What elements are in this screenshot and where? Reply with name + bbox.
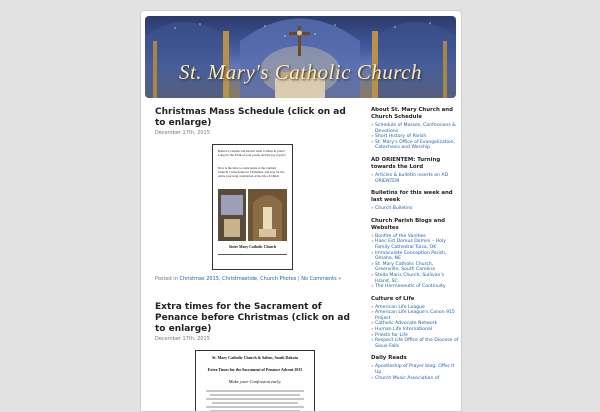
sidebar-link[interactable]: » Priests for Life [371, 333, 459, 339]
widget-title: Bulletins for this week and last week [371, 190, 453, 204]
sidebar-link[interactable]: » Respect Life Office of the Diocese of Sioux Falls [371, 338, 459, 349]
penance-schedule-ad-image[interactable] [195, 350, 315, 412]
post-date: December 17th, 2015 [155, 130, 210, 136]
sidebar-link[interactable]: » Short History of Parish [371, 134, 459, 140]
widget-about [371, 107, 459, 151]
sidebar-link[interactable]: » Schedule of Masses, Confessions & Devotions [371, 123, 459, 134]
sidebar-link[interactable]: » The Hermeneutic of Continuity [371, 284, 459, 290]
ad-subheading: Extra Times for the Sacrament of Penance Advent 2015 [207, 367, 303, 372]
widget-culture-of-life [371, 296, 459, 350]
widget-title: Daily Reads [371, 355, 407, 362]
ad-tagline: Make your Confession early. [228, 379, 282, 384]
ad-intro-text-a: Raised a Catholic but haven't been to Mass in years? Long for the Faith of your youth, and the joy it gave? [218, 149, 286, 157]
ad-altar-photos [218, 189, 287, 241]
post [155, 302, 353, 412]
comments-link[interactable]: No Comments » [301, 276, 342, 282]
sidebar-link[interactable]: » American Life League's Canon 915 Project [371, 310, 459, 321]
sidebar-link[interactable]: » American Life League [371, 305, 459, 311]
ad-church-name: Sister Mary Catholic Church [228, 245, 277, 249]
sidebar-link[interactable]: » Church Music Association of [371, 376, 459, 382]
sidebar-link[interactable]: » Church Bulletins [371, 206, 459, 212]
sidebar-link[interactable]: » Stella Maris Church, Sullivan's Island, SC [371, 273, 459, 284]
category-link-christmas-2015[interactable]: Christmas 2015 [179, 276, 219, 282]
ad-schedule-lines [206, 388, 304, 412]
mass-schedule-ad-image[interactable] [212, 144, 293, 270]
sidebar-link[interactable]: » St. Mary Catholic Church, Greenville, South Carolina [371, 262, 459, 273]
widget-title: Culture of Life [371, 295, 415, 302]
widget-blogs [371, 218, 459, 290]
widget-daily-reads [371, 355, 459, 381]
ad-heading: St. Mary Catholic Church & Salem, South Dakota [212, 355, 298, 360]
widget-title: AD ORIENTEM: Turning towards the Lord [371, 156, 441, 170]
sidebar-link[interactable]: » Haec Est Domus Domini – Holy Family Cathedral Tulsa, OK [371, 239, 459, 250]
sidebar-link[interactable]: » Bonfire of the Vanities [371, 234, 459, 240]
post-title-link[interactable]: Extra times for the Sacrament of Penance before Christmas (click on ad to enlarge) [155, 302, 350, 334]
ad-intro-text-b: Now is the time to come home to the Catholic Church! Come home for Christmas, and stay for the entire year-long celebration of the life of Christ! [218, 166, 285, 178]
page-container [140, 10, 462, 412]
church-interior-image [145, 16, 456, 98]
widget-title: About St. Mary Church and Church Schedule [371, 107, 453, 120]
site-header-banner[interactable] [145, 16, 456, 98]
sidebar-link[interactable]: » Catholic Advocate Network [371, 321, 459, 327]
sidebar [371, 107, 459, 387]
sidebar-link[interactable]: » Articles & bulletin inserts on AD ORIENTEM [371, 173, 459, 184]
widget-title: Church Parish Blogs and Websites [371, 217, 446, 231]
widget-bulletins [371, 190, 459, 212]
posted-in-label: Posted in [155, 276, 178, 282]
sidebar-link[interactable]: » Immaculate Conception Parish, Omaha, NE [371, 251, 459, 262]
ad-footer-rule [218, 254, 287, 255]
widget-ad-orientem [371, 157, 459, 184]
post [155, 107, 353, 282]
post-meta: Posted in Christmas 2015, Christmastide, Church Photos | No Comments » [155, 276, 342, 282]
post-date: December 17th, 2015 [155, 336, 210, 342]
sidebar-link[interactable]: » Human Life International [371, 327, 459, 333]
main-content [155, 107, 353, 412]
category-link-christmastide[interactable]: Christmastide [222, 276, 257, 282]
post-title-link[interactable]: Christmas Mass Schedule (click on ad to enlarge) [155, 107, 346, 128]
sidebar-link[interactable]: » St. Mary's Office of Evangelization, Catechesis and Worship [371, 140, 459, 151]
category-link-church-photos[interactable]: Church Photos [260, 276, 297, 282]
site-title[interactable]: St. Mary's Catholic Church [178, 60, 423, 84]
sidebar-link[interactable]: » Apostleship of Prayer blog: Offer It Up [371, 364, 459, 375]
